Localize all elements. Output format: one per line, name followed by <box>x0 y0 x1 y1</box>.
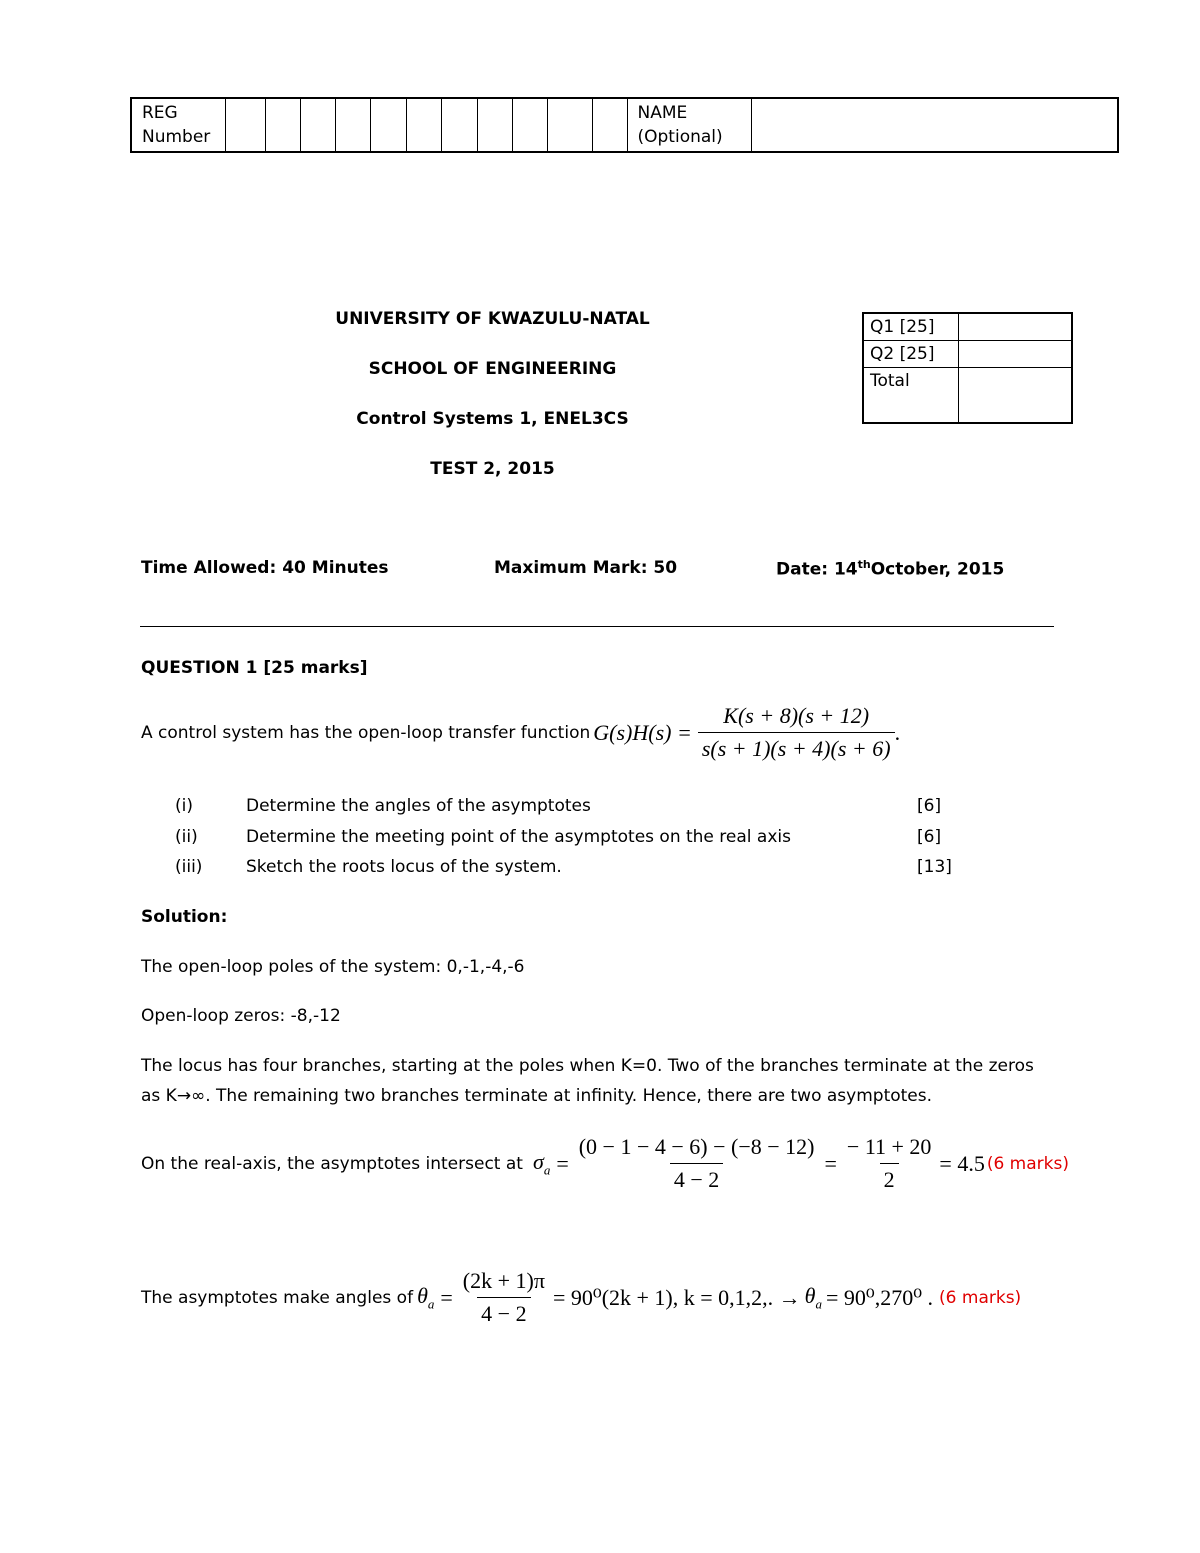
intersection-marks: (6 marks) <box>986 1153 1069 1174</box>
solution-heading: Solution: <box>141 907 228 927</box>
reg-number-label: REG Number <box>131 98 225 152</box>
reg-digit-cell[interactable] <box>225 98 265 152</box>
transfer-function-fraction <box>698 703 895 762</box>
test-title: TEST 2, 2015 <box>430 459 555 479</box>
reg-digit-cell[interactable] <box>512 98 547 152</box>
angles-rhs: = 90⁰(2k + 1), k = 0,1,2,. → <box>552 1284 801 1310</box>
maximum-mark: Maximum Mark: 50 <box>494 558 678 578</box>
intersection-fraction-2: $\frac{- 11 + 20}{2}$ <box>846 1134 932 1192</box>
time-allowed: Time Allowed: 40 Minutes <box>141 558 389 578</box>
question-1-heading: QUESTION 1 [25 marks] <box>141 658 368 678</box>
intersection-result: = 4.5 <box>939 1150 985 1176</box>
university-name: UNIVERSITY OF KWAZULU-NATAL <box>335 309 650 329</box>
name-label: NAME (Optional) <box>627 98 751 152</box>
theta-symbol: $\theta_a$ <box>417 1282 435 1312</box>
reg-digit-cell[interactable] <box>370 98 406 152</box>
transfer-function-denominator: s(s + 1)(s + 4)(s + 6) <box>698 732 895 762</box>
reg-digit-cell[interactable] <box>265 98 300 152</box>
sigma-symbol: $\sigma_a$ <box>532 1148 551 1178</box>
exam-date: Date: 14thOctober, 2015 <box>776 558 1005 580</box>
name-field[interactable] <box>751 98 1118 152</box>
part-label: (ii) <box>175 827 198 847</box>
intersection-text: On the real-axis, the asymptotes intersect at <box>141 1153 523 1174</box>
part-marks: [6] <box>917 796 942 816</box>
theta-result-symbol: $\theta_a$ <box>804 1282 822 1312</box>
q1-score-label: Q1 [25] <box>863 313 958 341</box>
reg-digit-cell[interactable] <box>406 98 441 152</box>
course-name: Control Systems 1, ENEL3CS <box>356 409 629 429</box>
total-score-cell[interactable] <box>958 368 1072 423</box>
solution-poles: The open-loop poles of the system: 0,-1,-4,-6 <box>141 957 525 977</box>
reg-digit-cell[interactable] <box>441 98 477 152</box>
score-table <box>862 312 1073 424</box>
angles-result: = 90⁰,270⁰ . <box>825 1284 934 1310</box>
solution-branches-line-1: The locus has four branches, starting at the poles when K=0. Two of the branches terminate at the zeros <box>141 1056 1034 1076</box>
angles-text: The asymptotes make angles of <box>141 1287 414 1308</box>
transfer-function-lhs: G(s)H(s) = <box>593 719 692 745</box>
reg-digit-cell[interactable] <box>335 98 370 152</box>
reg-digit-cell[interactable] <box>477 98 512 152</box>
intersection-fraction-1: $\frac{(0 - 1 - 4 - 6) - (-8 - 12)}{4 - 2}$ <box>578 1134 815 1192</box>
q2-score-cell[interactable] <box>958 341 1072 368</box>
reg-digit-cell[interactable] <box>300 98 335 152</box>
solution-branches-line-2: as K→∞. The remaining two branches terminate at infinity. Hence, there are two asymptotes. <box>141 1086 933 1106</box>
reg-digit-cell[interactable] <box>592 98 627 152</box>
intersection-equation: On the real-axis, the asymptotes intersect at $\sigma_a$ = $\frac{(0 - 1 - 4 - 6) - (-8 - 12)}{4 - 2}$ = $\frac{- 11 + 20}{2}$ = 4.5 (6 marks) <box>141 1134 1069 1192</box>
transfer-function-numerator: K(s + 8)(s + 12) <box>723 703 870 728</box>
part-label: (iii) <box>175 857 203 877</box>
angles-equation: The asymptotes make angles of $\theta_a$ = $\frac{(2k + 1)\pi}{4 - 2}$ = 90⁰(2k + 1), k = 0,1,2,. → $\theta_a$ = 90⁰,270⁰ . (6 marks) <box>141 1268 1022 1326</box>
part-text: Determine the meeting point of the asymptotes on the real axis <box>246 827 791 847</box>
registration-table <box>130 97 1119 153</box>
school-name: SCHOOL OF ENGINEERING <box>368 359 617 379</box>
part-marks: [6] <box>917 827 942 847</box>
part-text: Determine the angles of the asymptotes <box>246 796 591 816</box>
solution-zeros: Open-loop zeros: -8,-12 <box>141 1006 341 1026</box>
angles-marks: (6 marks) <box>939 1287 1022 1308</box>
part-label: (i) <box>175 796 193 816</box>
transfer-function-line <box>141 703 900 762</box>
q2-score-label: Q2 [25] <box>863 341 958 368</box>
transfer-function-end: . <box>894 719 901 745</box>
part-marks: [13] <box>917 857 952 877</box>
total-score-label: Total <box>863 368 958 423</box>
transfer-function-intro: A control system has the open-loop transfer function <box>141 722 591 743</box>
angles-fraction: $\frac{(2k + 1)\pi}{4 - 2}$ <box>462 1268 545 1326</box>
part-text: Sketch the roots locus of the system. <box>246 857 562 877</box>
reg-digit-cell[interactable] <box>547 98 592 152</box>
q1-score-cell[interactable] <box>958 313 1072 341</box>
divider-line <box>140 626 1054 627</box>
